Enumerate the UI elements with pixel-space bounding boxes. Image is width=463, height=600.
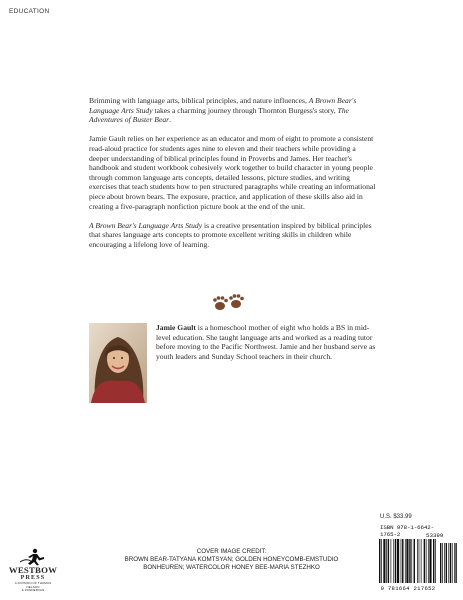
barcode-bar: [393, 539, 394, 583]
barcode-addon-code: 53399: [426, 532, 444, 539]
barcode-addon-bar: [442, 543, 443, 583]
barcode-bar: [383, 539, 385, 583]
barcode-addon-bar: [446, 543, 447, 583]
blurb-text: Brimming with language arts, biblical principles, and nature influences,: [89, 96, 309, 105]
barcode-bar: [386, 539, 387, 583]
barcode-addon-bar: [452, 543, 453, 583]
barcode-addon-bar: [440, 543, 441, 583]
barcode-bar: [428, 539, 429, 583]
barcode-addon-bar: [450, 543, 451, 583]
barcode-bar: [414, 539, 415, 583]
credit-line: BONHEUREN; WATERCOLOR HONEY BEE-MARIA STEZHKO: [143, 564, 320, 571]
barcode-bar: [391, 539, 392, 583]
blurb-text: .: [169, 115, 171, 125]
book-title-italic: A Brown Bear's Language Arts Study: [89, 96, 357, 115]
paw-prints-icon: [211, 293, 245, 313]
barcode-bar: [419, 539, 420, 583]
isbn-label: ISBN 978-1-6642-1765-2: [380, 524, 435, 538]
barcode-bar: [409, 539, 410, 583]
barcode-digits: 9 781664 217652: [380, 585, 436, 592]
barcode-bar: [417, 539, 418, 583]
credit-heading: COVER IMAGE CREDIT:: [196, 548, 267, 555]
blurb-paragraph-1: [89, 96, 377, 125]
barcode-bar: [433, 539, 434, 583]
author-bio: [156, 323, 378, 361]
barcode-bar: [429, 539, 431, 583]
publisher-division-line-1: A DIVISION OF THOMAS NELSON: [14, 581, 52, 589]
publisher-division-line-2: & ZONDERVAN: [21, 588, 45, 593]
back-cover-blurb: [89, 96, 377, 259]
blurb-text: is a creative presentation inspired by biblical principles that shares language arts concepts to promote excellent writing skills in children while encouraging a lifelong love of learning.: [89, 220, 372, 249]
barcode-bar: [421, 539, 422, 583]
isbn-barcode: [378, 539, 458, 585]
barcode-bar: [402, 539, 403, 583]
barcode-bar: [411, 539, 412, 583]
barcode-bar: [426, 539, 427, 583]
blurb-paragraph-3: [89, 221, 377, 250]
barcode-addon-bar: [454, 543, 455, 583]
author-photo: [89, 323, 147, 403]
barcode-bar: [424, 539, 425, 583]
price-label: U.S. $33.99: [380, 514, 412, 520]
publisher-brand: WESTBOW: [8, 565, 58, 575]
story-title-italic: The Adventures of Buster Bear: [89, 105, 349, 125]
barcode-bar: [435, 539, 436, 583]
barcode-bar: [406, 539, 408, 583]
barcode-bar: [405, 539, 406, 583]
barcode-bar: [388, 539, 389, 583]
credit-line: BROWN BEAR-TATYANA KOMTSYAN; GOLDEN HONEYCOMB-EMSTUDIO: [124, 556, 339, 563]
blurb-text: takes a charming journey through Thornton Burgess's story,: [152, 105, 338, 115]
barcode-bar: [401, 539, 402, 583]
blurb-paragraph-2: Jamie Gault relies on her experience as an educator and mom of eight to promote a consistent read-aloud practice for students ages nine to eleven and their teachers while providing a deeper understanding of biblical principles found in Proverbs and James. Her teacher's handbook and student workbook cohesively work together to build character in young people through common language arts concepts, detailed lessons, picture studies, and writing exercises that teach students how to pen structured paragraphs while creating an informational piece about brown bears. The exposure, practice, and application of these skills also aid in creating a five-paragraph nonfiction picture book at the end of the unit.: [89, 134, 376, 211]
barcode-bar: [395, 539, 396, 583]
category-label: EDUCATION: [9, 8, 50, 15]
barcode-addon-bar: [444, 543, 445, 583]
author-name: Jamie Gault: [156, 323, 196, 332]
barcode-addon-bar: [448, 543, 449, 583]
author-portrait-image: [89, 323, 147, 403]
barcode-bar: [379, 539, 380, 583]
book-title-italic: A Brown Bear's Language Arts Study: [89, 220, 203, 230]
barcode-addon-bar: [455, 543, 456, 583]
barcode-bar: [397, 539, 399, 583]
publisher-press: PRESS: [20, 575, 46, 581]
author-bio-text: is a homeschool mother of eight who holds a BS in mid-level education. She taught language arts and worked as a reading tutor before moving to the Pacific Northwest. Jamie and her husband serve as youth leaders and Sunday School teachers in their church.: [156, 323, 376, 361]
barcode-bar: [381, 539, 382, 583]
